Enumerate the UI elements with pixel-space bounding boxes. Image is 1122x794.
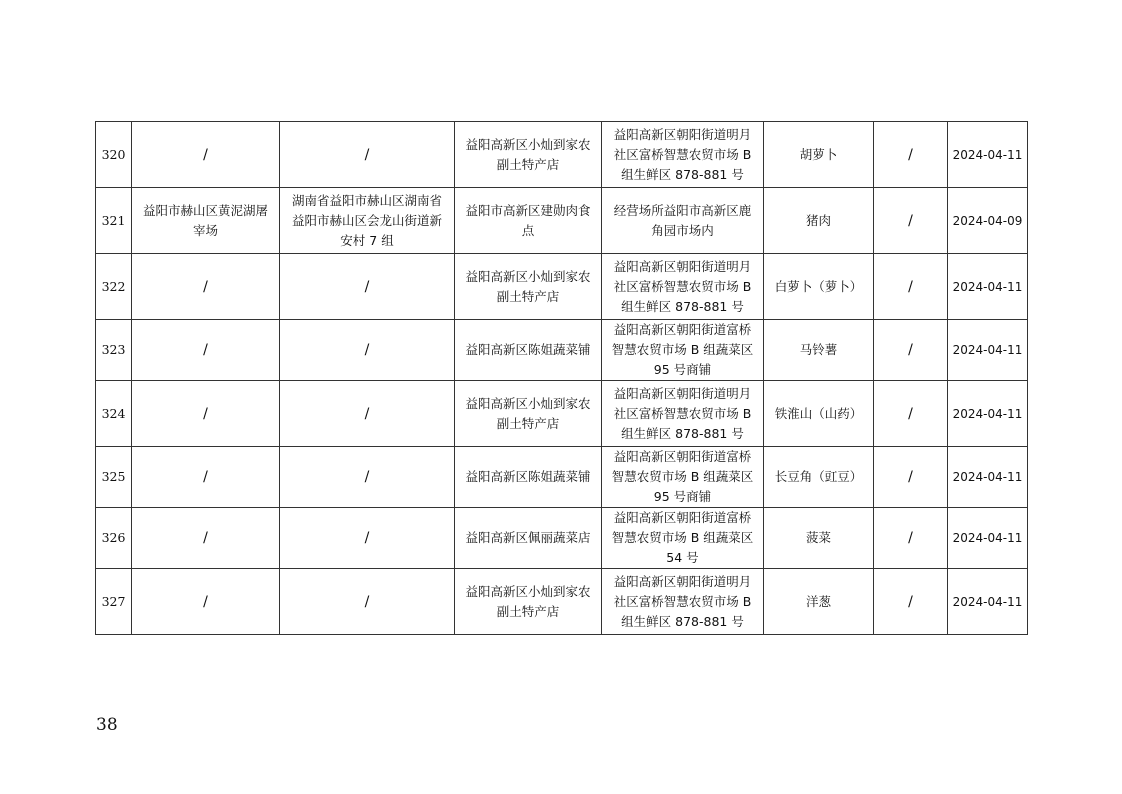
row-number: 323 xyxy=(96,320,132,381)
product-name: 洋葱 xyxy=(764,569,874,635)
seller-address: 益阳高新区朝阳街道明月社区富桥智慧农贸市场 B 组生鲜区 878-881 号 xyxy=(602,381,764,447)
table-row xyxy=(96,254,1028,320)
seller-address: 益阳高新区朝阳街道明月社区富桥智慧农贸市场 B 组生鲜区 878-881 号 xyxy=(602,122,764,188)
producer-address: / xyxy=(280,508,455,569)
table-row xyxy=(96,320,1028,381)
product-name: 胡萝卜 xyxy=(764,122,874,188)
seller-address: 经营场所益阳市高新区鹿角园市场内 xyxy=(602,188,764,254)
seller-name: 益阳高新区小灿到家农副土特产店 xyxy=(455,122,602,188)
producer-name: / xyxy=(132,320,280,381)
specification: / xyxy=(874,569,948,635)
producer-address: / xyxy=(280,320,455,381)
specification: / xyxy=(874,381,948,447)
product-name: 白萝卜（萝卜） xyxy=(764,254,874,320)
specification: / xyxy=(874,320,948,381)
data-table xyxy=(95,121,1028,635)
seller-address: 益阳高新区朝阳街道明月社区富桥智慧农贸市场 B 组生鲜区 878-881 号 xyxy=(602,254,764,320)
producer-address: / xyxy=(280,569,455,635)
producer-name: / xyxy=(132,447,280,508)
table-row xyxy=(96,188,1028,254)
sample-date: 2024-04-11 xyxy=(948,508,1028,569)
specification: / xyxy=(874,188,948,254)
seller-name: 益阳高新区小灿到家农副土特产店 xyxy=(455,381,602,447)
sample-date: 2024-04-11 xyxy=(948,254,1028,320)
seller-address: 益阳高新区朝阳街道明月社区富桥智慧农贸市场 B 组生鲜区 878-881 号 xyxy=(602,569,764,635)
producer-address: / xyxy=(280,381,455,447)
specification: / xyxy=(874,508,948,569)
producer-name: / xyxy=(132,254,280,320)
row-number: 322 xyxy=(96,254,132,320)
product-name: 马铃薯 xyxy=(764,320,874,381)
sample-date: 2024-04-11 xyxy=(948,320,1028,381)
table-row xyxy=(96,508,1028,569)
specification: / xyxy=(874,122,948,188)
producer-name: 益阳市赫山区黄泥湖屠宰场 xyxy=(132,188,280,254)
row-number: 324 xyxy=(96,381,132,447)
seller-name: 益阳高新区陈姐蔬菜铺 xyxy=(455,447,602,508)
producer-address: / xyxy=(280,122,455,188)
producer-address: / xyxy=(280,254,455,320)
sample-date: 2024-04-11 xyxy=(948,447,1028,508)
sample-date: 2024-04-11 xyxy=(948,569,1028,635)
specification: / xyxy=(874,254,948,320)
row-number: 321 xyxy=(96,188,132,254)
seller-address: 益阳高新区朝阳街道富桥智慧农贸市场 B 组蔬菜区 95 号商铺 xyxy=(602,320,764,381)
row-number: 327 xyxy=(96,569,132,635)
producer-name: / xyxy=(132,381,280,447)
producer-name: / xyxy=(132,122,280,188)
product-name: 猪肉 xyxy=(764,188,874,254)
seller-name: 益阳高新区陈姐蔬菜铺 xyxy=(455,320,602,381)
sample-date: 2024-04-11 xyxy=(948,381,1028,447)
table-row xyxy=(96,447,1028,508)
specification: / xyxy=(874,447,948,508)
seller-name: 益阳高新区小灿到家农副土特产店 xyxy=(455,254,602,320)
seller-address: 益阳高新区朝阳街道富桥智慧农贸市场 B 组蔬菜区 95 号商铺 xyxy=(602,447,764,508)
row-number: 325 xyxy=(96,447,132,508)
page-number: 38 xyxy=(96,715,118,735)
sample-date: 2024-04-11 xyxy=(948,122,1028,188)
table-row xyxy=(96,122,1028,188)
producer-name: / xyxy=(132,569,280,635)
sample-date: 2024-04-09 xyxy=(948,188,1028,254)
seller-name: 益阳市高新区建勋肉食点 xyxy=(455,188,602,254)
seller-name: 益阳高新区小灿到家农副土特产店 xyxy=(455,569,602,635)
row-number: 326 xyxy=(96,508,132,569)
seller-address: 益阳高新区朝阳街道富桥智慧农贸市场 B 组蔬菜区 54 号 xyxy=(602,508,764,569)
product-name: 铁淮山（山药） xyxy=(764,381,874,447)
producer-address: 湖南省益阳市赫山区湖南省益阳市赫山区会龙山街道新安村 7 组 xyxy=(280,188,455,254)
row-number: 320 xyxy=(96,122,132,188)
seller-name: 益阳高新区佩丽蔬菜店 xyxy=(455,508,602,569)
product-name: 菠菜 xyxy=(764,508,874,569)
table-row xyxy=(96,381,1028,447)
table-body xyxy=(96,122,1028,635)
table-row xyxy=(96,569,1028,635)
producer-address: / xyxy=(280,447,455,508)
product-name: 长豆角（豇豆） xyxy=(764,447,874,508)
producer-name: / xyxy=(132,508,280,569)
